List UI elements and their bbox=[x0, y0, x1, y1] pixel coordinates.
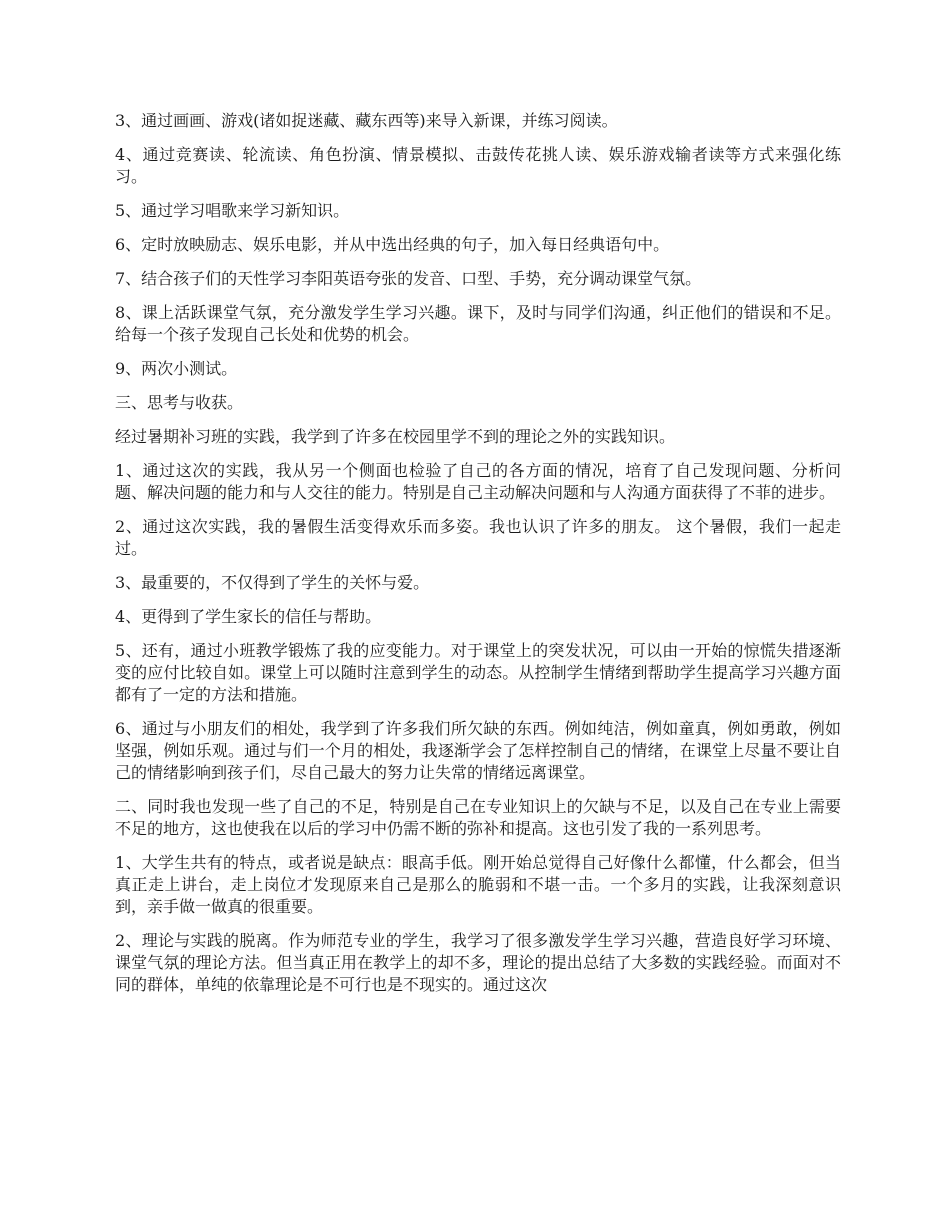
paragraph: 6、定时放映励志、娱乐电影，并从中选出经典的句子，加入每日经典语句中。 bbox=[115, 235, 670, 254]
paragraph: 二、同时我也发现一些了自己的不足，特别是自己在专业知识上的欠缺与不足，以及自己在专业上需要不足的地方，这也使我在以后的学习中仍需不断的弥补和提高。这也引发了我的一系列思考。 bbox=[115, 797, 841, 838]
paragraph: 1、大学生共有的特点，或者说是缺点：眼高手低。刚开始总觉得自己好像什么都懂，什么都会，但当真正走上讲台，走上岗位才发现原来自己是那么的脆弱和不堪一击。一个多月的实践，让我深刻意识到，亲手做一做真的很重要。 bbox=[115, 853, 841, 916]
section-heading: 三、思考与收获。 bbox=[115, 393, 244, 412]
paragraph: 6、通过与小朋友们的相处，我学到了许多我们所欠缺的东西。例如纯洁，例如童真，例如勇敢，例如坚强，例如乐观。通过与们一个月的相处，我逐渐学会了怎样控制自己的情绪，在课堂上尽量不要让自己的情绪影响到孩子们，尽自己最大的努力让失常的情绪远离课堂。 bbox=[115, 719, 841, 782]
document-page bbox=[115, 110, 841, 1008]
paragraph: 经过暑期补习班的实践，我学到了许多在校园里学不到的理论之外的实践知识。 bbox=[115, 427, 676, 446]
paragraph: 7、结合孩子们的天性学习李阳英语夸张的发音、口型、手势，充分调动课堂气氛。 bbox=[115, 269, 702, 288]
paragraph: 5、通过学习唱歌来学习新知识。 bbox=[115, 201, 350, 220]
paragraph: 8、课上活跃课堂气氛，充分激发学生学习兴趣。课下，及时与同学们沟通，纠正他们的错误和不足。给每一个孩子发现自己长处和优势的机会。 bbox=[115, 303, 841, 344]
paragraph: 1、通过这次的实践，我从另一个侧面也检验了自己的各方面的情况，培育了自己发现问题、分析问题、解决问题的能力和与人交往的能力。特别是自己主动解决问题和与人沟通方面获得了不菲的进步。 bbox=[115, 461, 841, 502]
paragraph: 3、通过画画、游戏(诸如捉迷藏、藏东西等)来导入新课，并练习阅读。 bbox=[115, 111, 618, 130]
paragraph: 4、通过竞赛读、轮流读、角色扮演、情景模拟、击鼓传花挑人读、娱乐游戏输者读等方式来强化练习。 bbox=[115, 145, 841, 186]
paragraph: 2、理论与实践的脱离。作为师范专业的学生，我学习了很多激发学生学习兴趣，营造良好学习环境、课堂气氛的理论方法。但当真正用在教学上的却不多，理论的提出总结了大多数的实践经验。而面对不同的群体，单纯的依靠理论是不可行也是不现实的。通过这次 bbox=[115, 931, 841, 994]
paragraph: 3、最重要的，不仅得到了学生的关怀与爱。 bbox=[115, 573, 430, 592]
paragraph: 9、两次小测试。 bbox=[115, 359, 238, 378]
paragraph: 2、通过这次实践，我的暑假生活变得欢乐而多姿。我也认识了许多的朋友。 这个暑假，我们一起走过。 bbox=[115, 517, 841, 558]
paragraph: 4、更得到了学生家长的信任与帮助。 bbox=[115, 607, 382, 626]
paragraph: 5、还有，通过小班教学锻炼了我的应变能力。对于课堂上的突发状况，可以由一开始的惊慌失措逐渐变的应付比较自如。课堂上可以随时注意到学生的动态。从控制学生情绪到帮助学生提高学习兴趣方面都有了一定的方法和措施。 bbox=[115, 641, 841, 704]
